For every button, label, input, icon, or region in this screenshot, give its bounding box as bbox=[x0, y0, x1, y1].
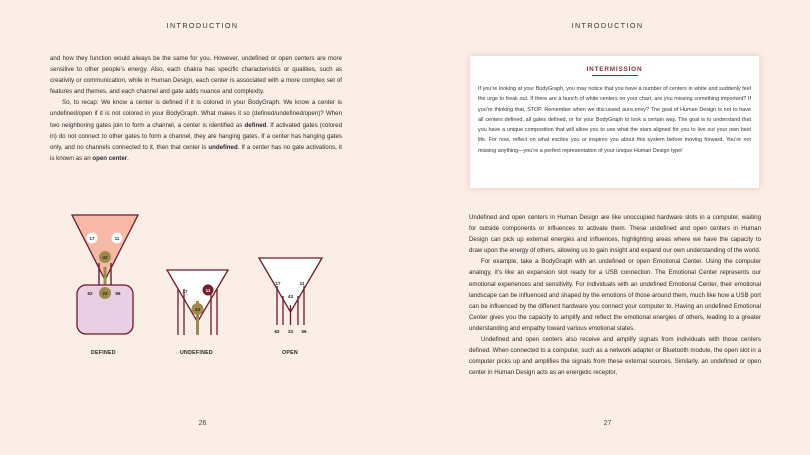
center-states-diagram bbox=[60, 205, 350, 360]
defined-gate-11: 11 bbox=[114, 236, 120, 241]
defined-gate-17: 17 bbox=[89, 236, 95, 241]
left-paragraph-1: and how they function would always be the same for you. However, undefined or open centers are more sensitive to other people’s energy. Also, each chakra has specific characteristics or qualities, such as creativity or communication, while in Human Design, each center is associated with a more complex set of features and themes, and each channel and gate adds nuance and complexity. bbox=[50, 55, 342, 96]
open-gate-43: 43 bbox=[287, 294, 294, 299]
undefined-gate-43: 43 bbox=[194, 307, 201, 312]
left-body-text bbox=[50, 53, 342, 164]
open-gate-17: 17 bbox=[275, 281, 281, 286]
page-number-right: 27 bbox=[603, 420, 612, 427]
right-paragraph-3: Undefined and open centers also receive and amplify signals from individuals with those centers defined. When connected to a computer, such as a network adapter or Bluetooth module, the open slot in a computer picks up and amplifies the signals from these external sources. Similarly, an undefined or open center in Human Design acts as an energetic receptor, bbox=[469, 336, 761, 377]
undefined-label: UNDEFINED bbox=[180, 350, 213, 356]
right-paragraph-1: Undefined and open centers in Human Design are like unoccupied hardware slots in a computer, waiting for outside components or influences to activate them. These undefined and open centers in Human Design can pick up external energies and influences, highlighting areas where we have the capacity to draw upon the energy of others, allowing us to gain insight and expand our own understanding of the world. bbox=[469, 214, 761, 255]
intermission-title: INTERMISSION bbox=[586, 66, 643, 73]
right-body-text bbox=[469, 212, 761, 378]
left-paragraph-2: So, to recap: We know a center is defined if it is colored in your BodyGraph. We know a center is undefined/open if it is not colored in your BodyGraph. What makes it so (defined/undefined/open)? When two neighboring gates join to form a channel, a center is identified as defined. If activated gates (colored in) do not connect to other gates to form a channel, they are hanging gates. If a center has hanging gates only, and no channels connected to it, then that center is undefined. If a center has no gate activations, it is known as an open center. bbox=[50, 99, 342, 162]
term-open-center: open center bbox=[92, 154, 128, 162]
open-gate-11: 11 bbox=[299, 281, 305, 286]
term-undefined: undefined bbox=[208, 143, 238, 151]
undefined-gate-11: 11 bbox=[205, 288, 211, 293]
center-states-illustration bbox=[60, 205, 350, 360]
open-center-figure bbox=[259, 258, 322, 334]
page-number-left: 26 bbox=[198, 420, 207, 427]
defined-gate-23: 23 bbox=[102, 291, 108, 296]
intermission-text: If you’re looking at your BodyGraph, you may notice that you have a number of centers in white and suddenly feel the urge to freak out. If there are a bunch of white centers on your chart, are you missing something important? If you’re thinking that, STOP. Remember when we discussed aura envy? The goal of Human Design is not to have all centers defined, all gates defined, or for your BodyGraph to look a certain way. The goal is to understand that you have a unique composition that will allow you to use what the stars aligned for you to live out your own best life. For now, reflect on what excites you or inspires you about this system before moving forward. You’re not missing anything—you’re a perfect representation of your unique Human Design type! bbox=[478, 86, 751, 154]
defined-center-figure bbox=[72, 215, 138, 334]
right-paragraph-2: For example, take a BodyGraph with an undefined or open Emotional Center. Using the computer analogy, it’s like an expansion slot ready for a USB connection. The Emotional Center represents our emotional experiences and sensitivity. For individuals with an undefined Emotional Center, their emotional landscape can be influenced and shaped by the emotions of those around them, much like how a USB port can be influenced by the different hardware you connect your computer to. Having an undefined Emotional Center gives you the capacity to amplify and reflect the emotional energies of others, leading to a greater understanding and empathy toward various emotional states. bbox=[469, 258, 761, 332]
intermission-underline bbox=[592, 75, 638, 76]
term-defined: defined bbox=[244, 121, 267, 129]
undefined-center-figure bbox=[167, 270, 228, 335]
defined-label: DEFINED bbox=[91, 350, 116, 356]
undefined-gate-17: 17 bbox=[182, 289, 188, 294]
running-header-left: INTRODUCTION bbox=[166, 21, 239, 30]
defined-gate-62: 62 bbox=[87, 291, 93, 296]
open-gate-56: 56 bbox=[301, 329, 307, 334]
open-label: OPEN bbox=[282, 350, 298, 356]
defined-gate-56: 56 bbox=[115, 291, 121, 296]
intermission-box bbox=[470, 56, 759, 188]
open-gate-62: 62 bbox=[274, 329, 280, 334]
running-header-right: INTRODUCTION bbox=[571, 21, 644, 30]
defined-gate-43: 43 bbox=[102, 255, 108, 260]
open-gate-23: 23 bbox=[287, 329, 294, 334]
